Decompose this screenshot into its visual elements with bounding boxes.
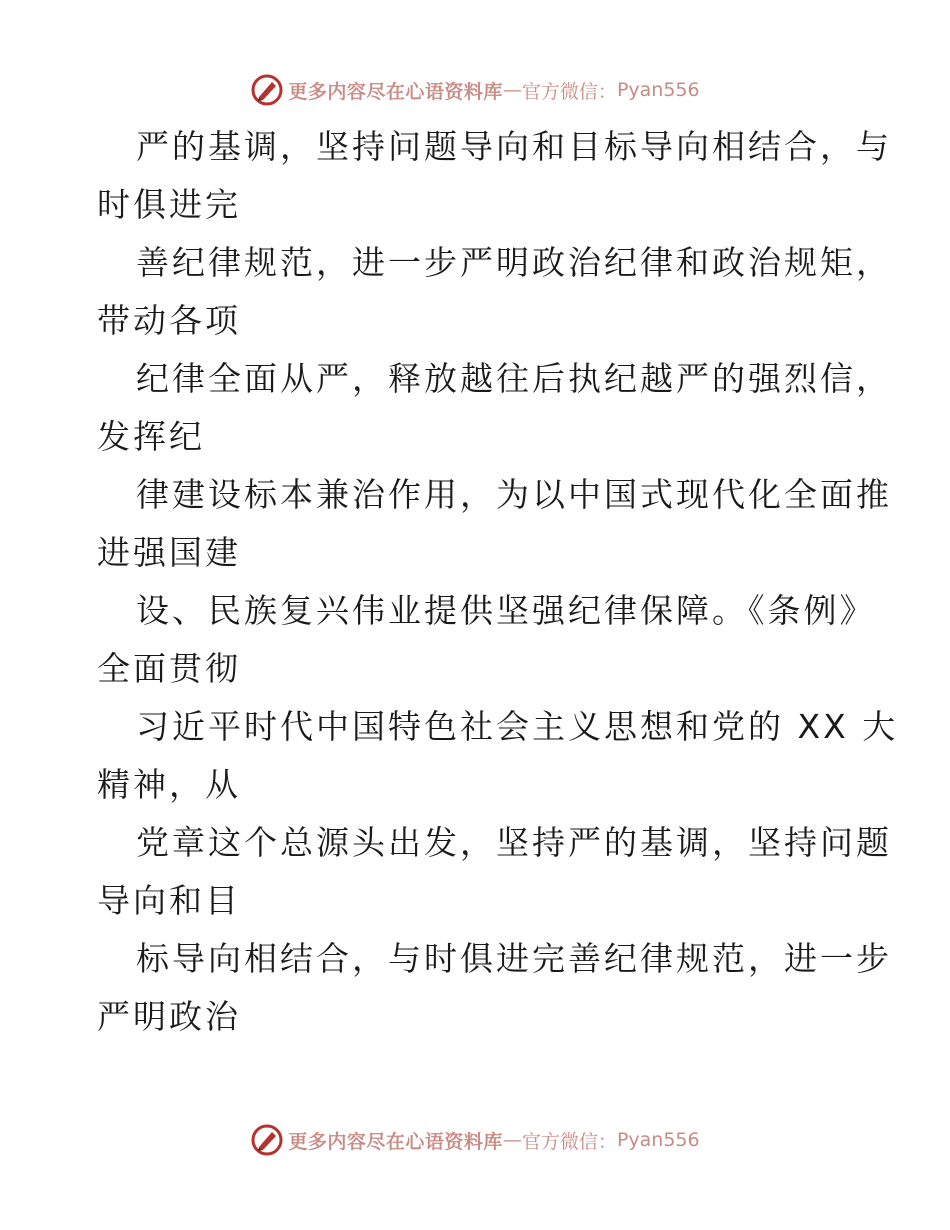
- paragraph: [0, 698, 950, 814]
- header-banner: [0, 70, 950, 110]
- paragraph-line: 党章这个总源头出发，坚持严的基调，坚持问题: [136, 823, 892, 862]
- paragraph: [0, 814, 950, 930]
- banner-text: 更多内容尽在心语资料库: [288, 80, 503, 103]
- footer-banner: [0, 1120, 950, 1160]
- paragraph: [0, 466, 950, 582]
- banner-separator: —: [502, 79, 522, 101]
- paragraph: [0, 234, 950, 350]
- paragraph-line: 纪律全面从严，释放越往后执纪越严的强烈信，: [136, 359, 892, 398]
- document-body: [0, 118, 950, 1046]
- paragraph-line: 严明政治: [97, 997, 241, 1036]
- paragraph-line: 律建设标本兼治作用，为以中国式现代化全面推: [136, 475, 892, 514]
- pen-logo-icon: [250, 73, 284, 107]
- paragraph-line: 习近平时代中国特色社会主义思想和党的 XX 大: [136, 707, 899, 746]
- paragraph-line: 标导向相结合，与时俱进完善纪律规范，进一步: [136, 939, 892, 978]
- paragraph-line: 精神，从: [97, 765, 241, 804]
- pen-logo-icon: [250, 1123, 284, 1157]
- paragraph: [0, 582, 950, 698]
- paragraph-line: 导向和目: [97, 881, 241, 920]
- paragraph-line: 发挥纪: [97, 417, 205, 456]
- banner-separator: —: [502, 1129, 522, 1151]
- wechat-label: 官方微信：: [521, 80, 617, 103]
- wechat-id: Pyan556: [616, 1129, 700, 1151]
- paragraph: [0, 930, 950, 1046]
- wechat-label: 官方微信：: [521, 1130, 617, 1153]
- paragraph-line: 时俱进完: [97, 185, 241, 224]
- wechat-id: Pyan556: [616, 79, 700, 101]
- paragraph-line: 设、民族复兴伟业提供坚强纪律保障。《条例》: [136, 591, 876, 630]
- paragraph-line: 善纪律规范，进一步严明政治纪律和政治规矩，: [136, 243, 892, 282]
- banner-text: 更多内容尽在心语资料库: [288, 1130, 503, 1153]
- paragraph-line: 进强国建: [97, 533, 241, 572]
- paragraph: [0, 350, 950, 466]
- paragraph-line: 带动各项: [97, 301, 241, 340]
- paragraph: [0, 118, 950, 234]
- paragraph-line: 严的基调，坚持问题导向和目标导向相结合，与: [136, 127, 892, 166]
- paragraph-line: 全面贯彻: [97, 649, 241, 688]
